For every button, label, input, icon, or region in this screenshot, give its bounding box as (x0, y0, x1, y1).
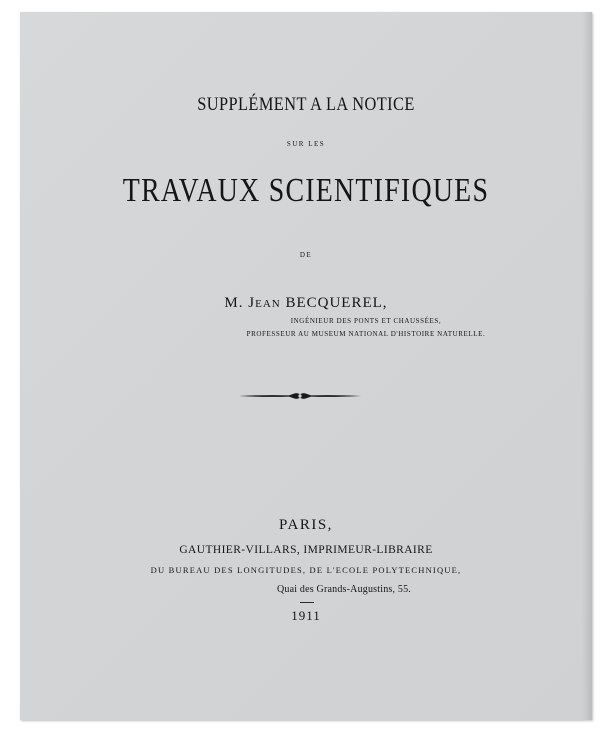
imprint-year: 1911 (291, 608, 321, 623)
title-connector-de: DE (299, 251, 313, 259)
title-page (20, 12, 592, 720)
author-name (20, 295, 592, 312)
imprint-publisher: GAUTHIER-VILLARS, IMPRIMEUR-LIBRAIRE (179, 544, 433, 556)
author-prefix: M. J (224, 295, 256, 311)
imprint-bureau: DU BUREAU DES LONGITUDES, DE L'ECOLE POLYTECHNIQUE, (150, 565, 462, 575)
short-rule (300, 602, 314, 603)
author-role-professor: PROFESSEUR AU MUSEUM NATIONAL D'HISTOIRE NATURELLE. (246, 330, 486, 338)
author-first-name-rest: EAN (255, 298, 281, 310)
imprint-address: Quai des Grands-Augustins, 55. (276, 584, 412, 595)
ornament-divider (237, 390, 363, 402)
author-role-engineer: INGÉNIEUR DES PONTS ET CHAUSSÉES, (290, 317, 442, 325)
title-connector-sur-les: SUR LES (286, 140, 326, 148)
imprint-city: PARIS, (279, 517, 333, 533)
title-supplement: SUPPLÉMENT A LA NOTICE (197, 94, 415, 115)
main-title: TRAVAUX SCIENTIFIQUES (122, 172, 490, 209)
author-last-name: BECQUEREL, (280, 295, 388, 311)
